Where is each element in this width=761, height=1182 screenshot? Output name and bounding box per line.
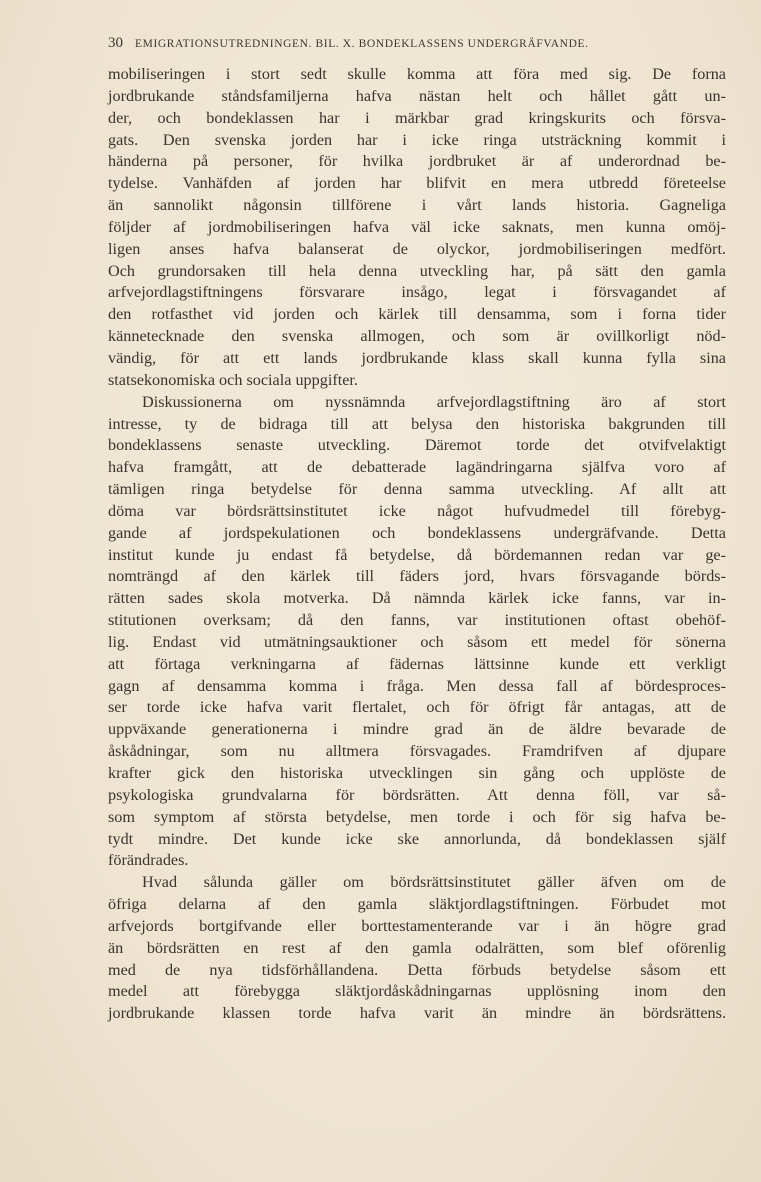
paragraph	[108, 64, 726, 392]
text-line: krafter gick den historiska utvecklingen sin gång och upplöste de	[108, 764, 726, 782]
text-line: förändrades.	[108, 851, 189, 870]
text-line: händerna på personer, för hvilka jordbruket är af underordnad be-	[108, 152, 726, 171]
text-line: institut kunde ju endast få betydelse, då bördemannen redan var ge-	[108, 545, 726, 564]
text-line: arfvejordlagstiftningens försvarare insågo, legat i försvagandet af	[108, 283, 726, 302]
text-line: att förtaga verkningarna af fädernas lättsinne kunde ett verkligt	[108, 654, 726, 673]
text-line: ser torde icke hafva varit flertalet, och för öfrigt får antagas, att de	[108, 698, 726, 717]
text-line: vändig, för att ett lands jordbrukande klass skall kunna fylla sina	[108, 348, 726, 367]
text-line: uppväxande generationerna i mindre grad än de äldre bevarade de	[108, 720, 726, 739]
page-number: 30	[108, 35, 123, 51]
text-line: mobiliseringen i stort sedt skulle komma att föra med sig. De forna	[108, 65, 726, 83]
text-line: arfvejords bortgifvande eller borttestamenterande var i än högre grad	[108, 916, 726, 935]
text-line: kännetecknade den svenska allmogen, och som är ovillkorligt nöd-	[108, 327, 726, 346]
text-line: Och grundorsaken till hela denna utveckling har, på sätt den gamla	[108, 261, 726, 280]
text-line: öfriga delarna af den gamla släktjordlagstiftningen. Förbudet mot	[108, 895, 726, 914]
text-line: än bördsrätten en rest af den gamla odalrätten, som blef oförenlig	[108, 938, 726, 957]
text-line: rätten sades skola motverka. Då nämnda kärlek icke fanns, var in-	[108, 589, 726, 608]
running-head: EMIGRATIONSUTREDNINGEN. BIL. X. BONDEKLASSENS UNDERGRÄFVANDE.	[135, 38, 589, 50]
text-line: än sannolikt någonsin tillförene i vårt lands historia. Gagneliga	[108, 196, 726, 215]
text-line: åskådningar, som nu alltmera försvagades. Framdrifven af djupare	[108, 742, 726, 761]
text-line: tydt mindre. Det kunde icke ske annorlunda, då bondeklassen själf	[108, 829, 726, 848]
text-line: döma var bördsrättsinstitutet icke något hufvudmedel till förebyg-	[108, 501, 726, 520]
paragraph	[108, 872, 726, 1025]
text-line: gats. Den svenska jorden har i icke ringa utsträckning kommit i	[108, 130, 726, 149]
text-line: gande af jordspekulationen och bondeklassens undergräfvande. Detta	[108, 523, 726, 542]
text-line: tydelse. Vanhäfden af jorden har blifvit en mera utbredd företeelse	[108, 174, 726, 193]
page-header	[108, 35, 728, 57]
text-line: jordbrukande ståndsfamiljerna hafva nästan helt och hållet gått un-	[108, 86, 726, 105]
text-line: tämligen ringa betydelse för denna samma utveckling. Af allt att	[108, 480, 726, 499]
text-line: hafva framgått, att de debatterade lagändringarna själfva voro af	[108, 458, 726, 477]
text-line: lig. Endast vid utmätningsauktioner och såsom ett medel för sönerna	[108, 632, 726, 651]
body-text	[108, 64, 726, 1025]
text-line: nomträngd af den kärlek till fäders jord, hvars försvagande börds-	[108, 567, 726, 586]
text-line: bondeklassens senaste utveckling. Däremot torde det otvifvelaktigt	[108, 436, 726, 455]
text-line: medel att förebygga släktjordåskådningarnas upplösning inom den	[108, 982, 726, 1001]
text-line: jordbrukande klassen torde hafva varit än mindre än bördsrättens.	[108, 1004, 726, 1023]
text-line: följder af jordmobiliseringen hafva väl icke saknats, men kunna omöj-	[108, 217, 726, 236]
text-line: gagn af densamma komma i fråga. Men dessa fall af bördesproces-	[108, 676, 726, 695]
text-line: statsekonomiska och sociala uppgifter.	[108, 370, 358, 389]
paragraph	[108, 392, 726, 873]
text-line: Diskussionerna om nyssnämnda arfvejordlagstiftning äro af stort	[142, 392, 726, 411]
text-line: den rotfasthet vid jorden och kärlek till densamma, som i forna tider	[108, 305, 726, 324]
text-line: Hvad sålunda gäller om bördsrättsinstitutet gäller äfven om de	[142, 873, 726, 892]
text-line: stitutionen overksam; då den fanns, var institutionen oftast obehöf-	[108, 611, 726, 630]
text-line: som symptom af största betydelse, men torde i och för sig hafva be-	[108, 807, 726, 826]
text-line: intresse, ty de bidraga till att belysa den historiska bakgrunden till	[108, 414, 726, 433]
text-line: der, och bondeklassen har i märkbar grad kringskurits och försva-	[108, 108, 726, 127]
text-line: med de nya tidsförhållandena. Detta förbuds betydelse såsom ett	[108, 960, 726, 979]
text-line: ligen anses hafva balanserat de olyckor, jordmobiliseringen medfört.	[108, 239, 726, 258]
text-line: psykologiska grundvalarna för bördsrätten. Att denna föll, var så-	[108, 785, 726, 804]
